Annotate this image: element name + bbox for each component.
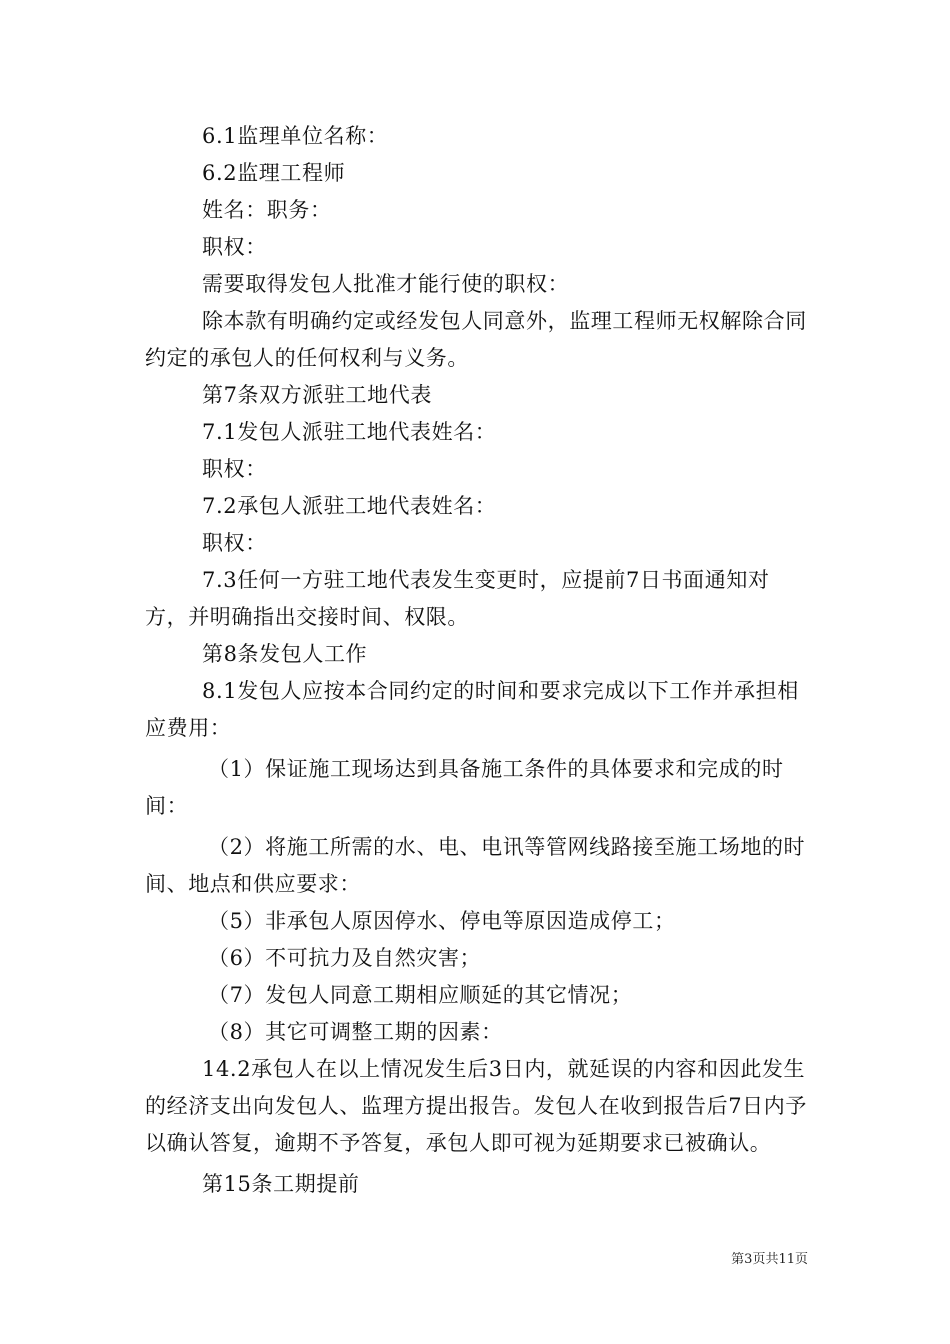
heading-article-8: 第8条发包人工作 [202, 642, 368, 666]
paragraph-7-3: 7.3任何一方驻工地代表发生变更时，应提前7日书面通知对方，并明确指出交接时间、权限。 [145, 568, 770, 629]
paragraph-14-2: 14.2承包人在以上情况发生后3日内，就延误的内容和因此发生的经济支出向发包人、监理方提出报告。发包人在收到报告后7日内予以确认答复，逾期不予答复，承包人即可视为延期要求已被确认。 [145, 1057, 807, 1155]
paragraph-name-title: 姓名：职务： [202, 198, 332, 222]
document-body [145, 118, 810, 1203]
page-number: 第3页共11页 [731, 1252, 808, 1267]
list-item-8: （8）其它可调整工期的因素： [208, 1020, 503, 1044]
heading-article-15: 第15条工期提前 [202, 1172, 360, 1196]
heading-article-7: 第7条双方派驻工地代表 [202, 383, 432, 407]
paragraph-authority: 职权： [202, 235, 267, 259]
paragraph-7-1: 7.1发包人派驻工地代表姓名： [202, 420, 497, 444]
list-item-6: （6）不可抗力及自然灾害； [208, 946, 482, 970]
paragraph-7-2: 7.2承包人派驻工地代表姓名： [202, 494, 497, 518]
list-item-7: （7）发包人同意工期相应顺延的其它情况； [208, 983, 633, 1007]
paragraph-8-1: 8.1发包人应按本合同约定的时间和要求完成以下工作并承担相应费用： [145, 679, 799, 740]
paragraph-6-1: 6.1监理单位名称： [202, 124, 389, 148]
paragraph-authority-7-1: 职权： [202, 457, 267, 481]
paragraph-6-2: 6.2监理工程师 [202, 161, 346, 185]
paragraph-approval-authority: 需要取得发包人批准才能行使的职权： [202, 272, 570, 296]
list-item-5: （5）非承包人原因停水、停电等原因造成停工； [208, 909, 676, 933]
paragraph-supervisor-limits: 除本款有明确约定或经发包人同意外，监理工程师无权解除合同约定的承包人的任何权利与义务。 [145, 309, 807, 370]
list-item-2: （2）将施工所需的水、电、电讯等管网线路接至施工场地的时间、地点和供应要求： [145, 835, 806, 896]
paragraph-authority-7-2: 职权： [202, 531, 267, 555]
list-item-1: （1）保证施工现场达到具备施工条件的具体要求和完成的时间： [145, 757, 784, 818]
